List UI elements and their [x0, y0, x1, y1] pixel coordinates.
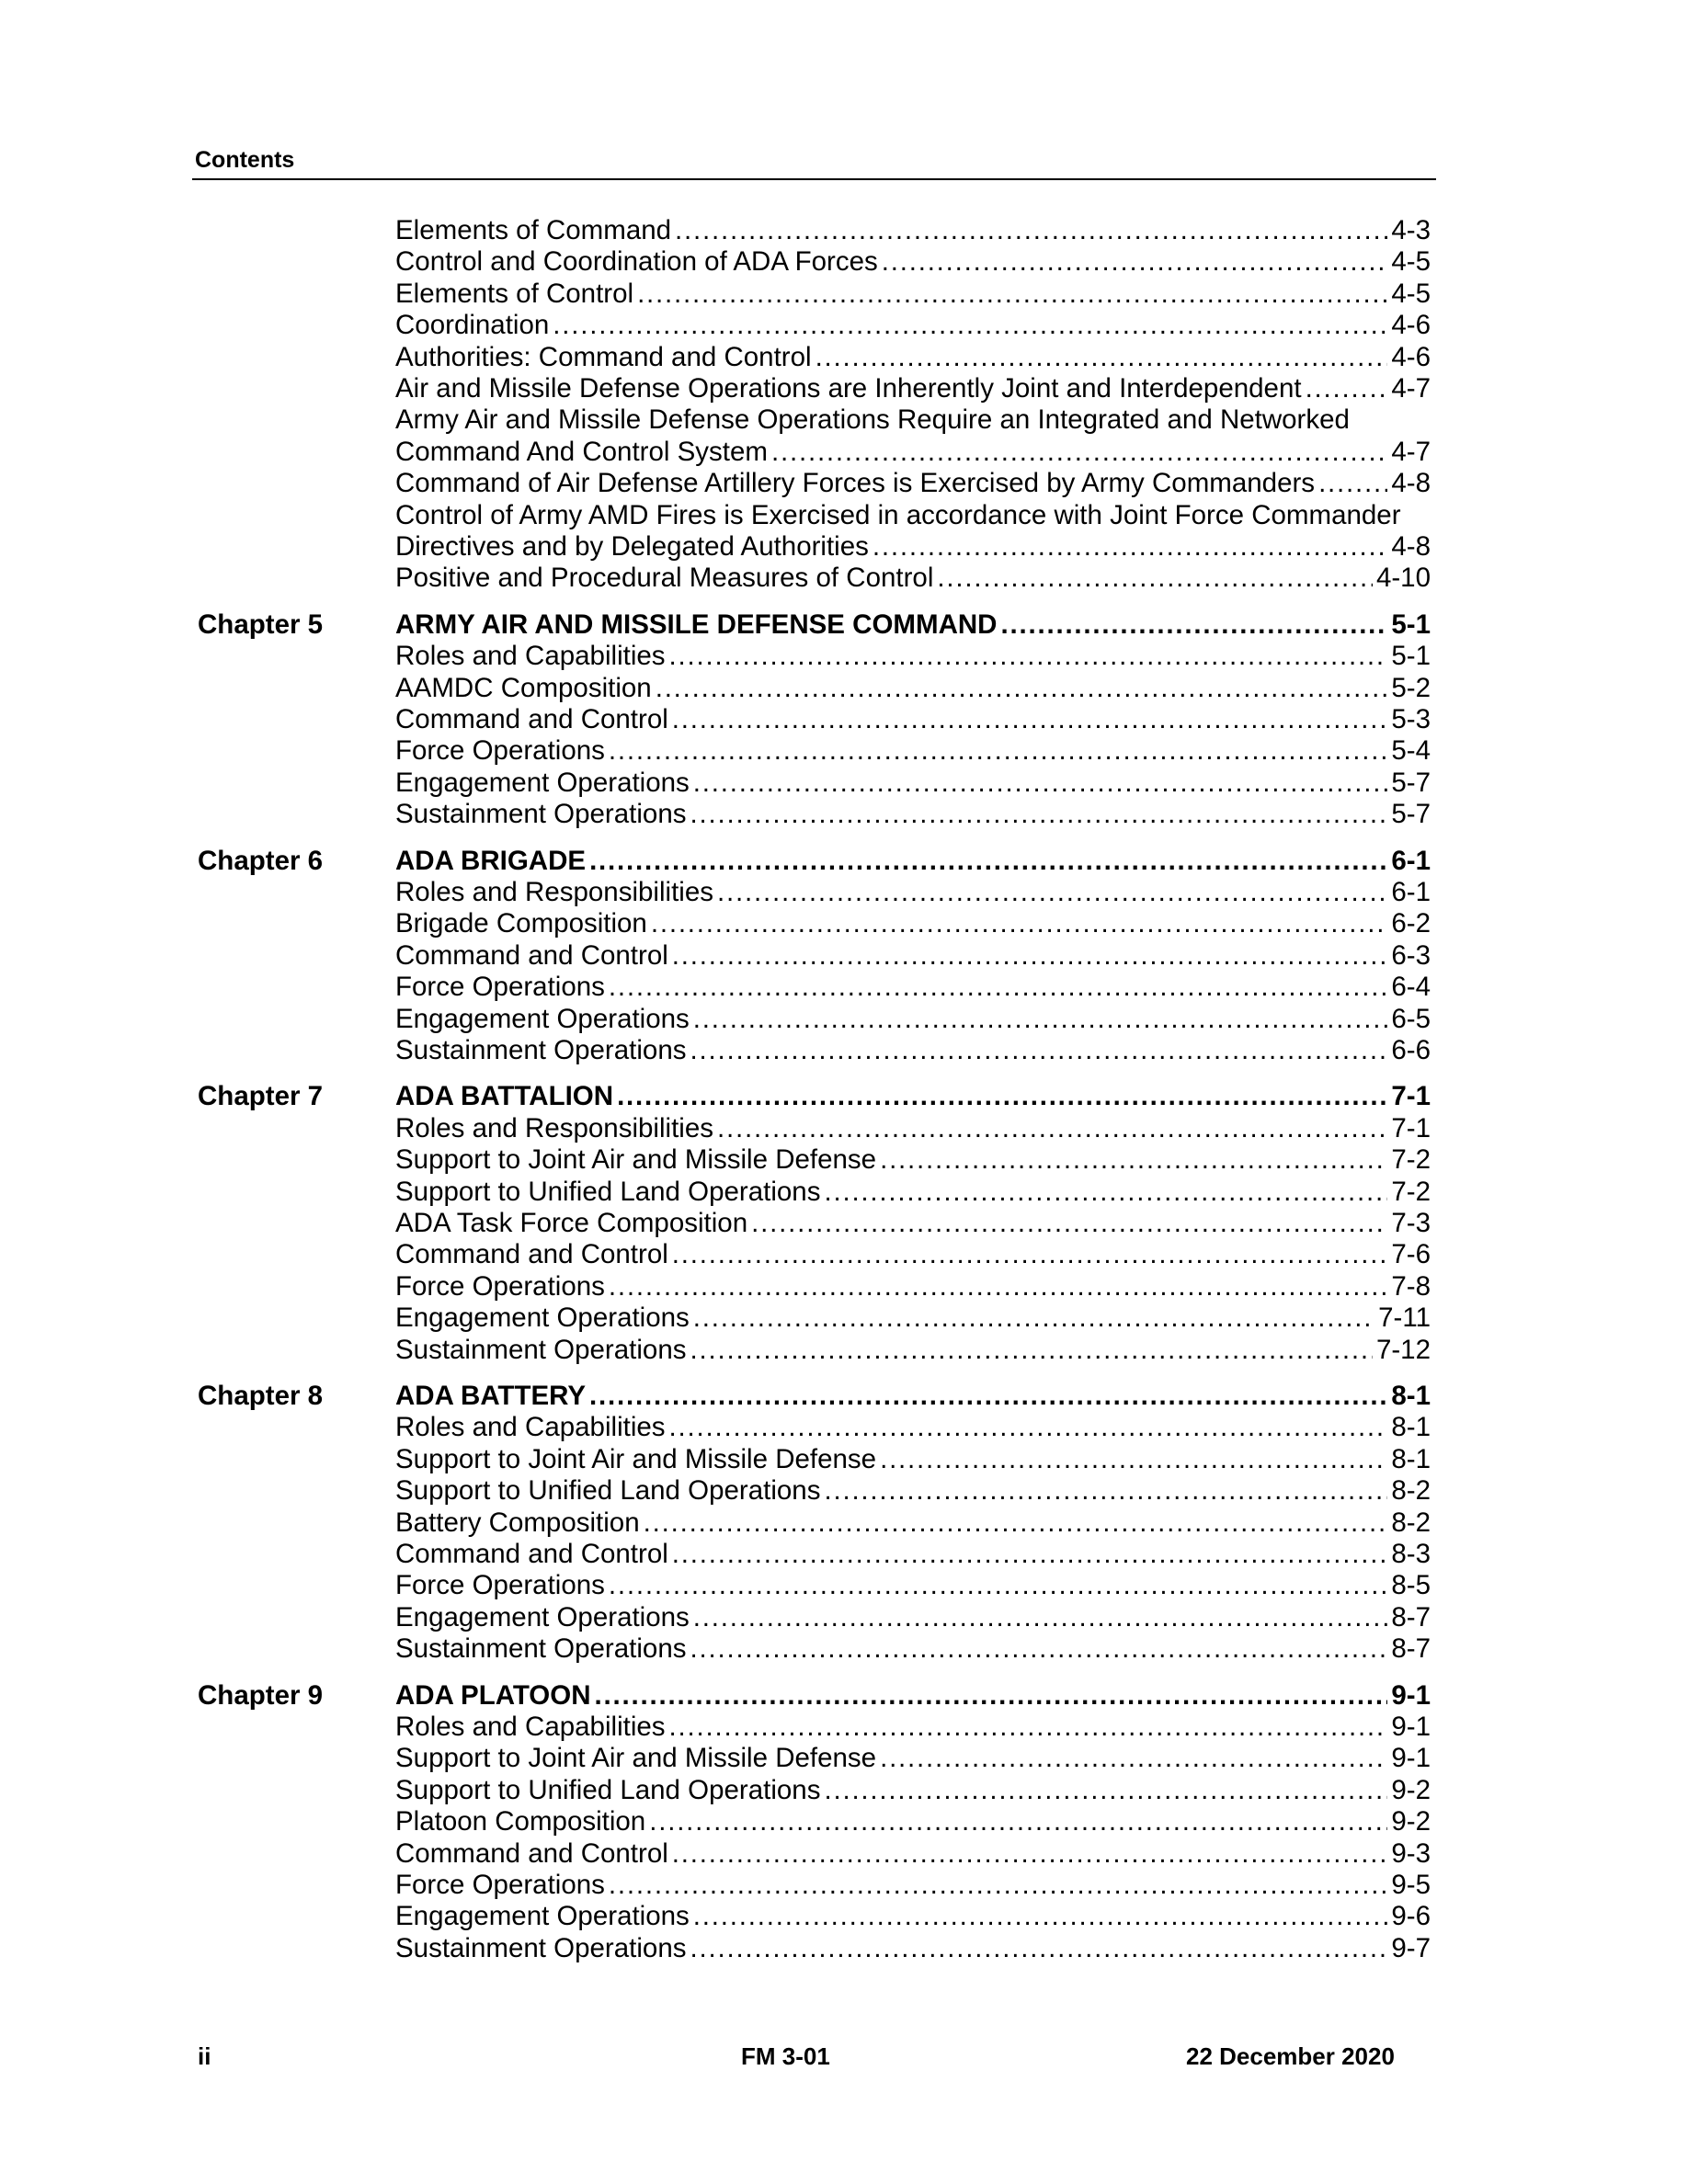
toc-entry-title: Command and Control	[395, 1539, 668, 1569]
chapter-label: Chapter 6	[198, 845, 324, 876]
toc-entry-title: Command of Air Defense Artillery Forces is Exercised by Army Commanders	[395, 468, 1316, 499]
toc-entry-row[interactable]	[395, 1239, 1431, 1270]
toc-entry-row[interactable]	[395, 1507, 1431, 1539]
header-rule	[192, 178, 1436, 180]
toc-entry-page: 6-3	[1391, 939, 1431, 971]
toc-entry-page: 5-4	[1391, 735, 1431, 767]
toc-entry-title: Support to Unified Land Operations	[395, 1774, 821, 1805]
dot-leader	[693, 1602, 1388, 1633]
toc-entry-page: 9-3	[1391, 1837, 1431, 1869]
toc-entry-page: 9-6	[1391, 1901, 1431, 1932]
toc-entry-row[interactable]	[395, 563, 1431, 594]
toc-entry-title: Control of Army AMD Fires is Exercised in accordance with Joint Force Commander	[395, 499, 1401, 530]
dot-leader	[693, 1302, 1374, 1334]
toc-entry-title: ADA BRIGADE	[395, 845, 587, 876]
toc-entry-page: 9-1	[1391, 1712, 1431, 1742]
toc-entry-page: 9-7	[1391, 1932, 1431, 1963]
toc-entry-page: 6-6	[1391, 1035, 1431, 1065]
dot-leader	[1318, 468, 1387, 499]
toc-entry-row[interactable]	[395, 641, 1431, 672]
toc-entry-page: 9-5	[1391, 1870, 1431, 1900]
toc-entry-title: Support to Joint Air and Missile Defense	[395, 1743, 877, 1774]
dot-leader	[669, 1712, 1388, 1743]
toc-entry-row[interactable]	[395, 1712, 1431, 1743]
toc-entry-title: ADA Task Force Composition	[395, 1208, 748, 1238]
toc-entry-row[interactable]	[395, 373, 1431, 404]
toc-entry-title: Force Operations	[395, 1870, 605, 1900]
toc-entry-page: 6-1	[1391, 877, 1431, 907]
toc-entry-title: Force Operations	[395, 1570, 605, 1601]
toc-entry-row[interactable]	[395, 1412, 1431, 1443]
toc-entry-page: 8-7	[1391, 1601, 1431, 1632]
dot-leader	[873, 531, 1387, 563]
toc-entry-row[interactable]	[395, 1113, 1431, 1144]
toc-entry-row[interactable]	[395, 310, 1431, 341]
toc-entry-page: 5-3	[1391, 704, 1431, 734]
toc-entry-row[interactable]	[395, 704, 1431, 735]
toc-entry-row[interactable]	[395, 1475, 1431, 1507]
toc-entry-title: Engagement Operations	[395, 767, 690, 798]
toc-entry-row[interactable]	[395, 342, 1431, 373]
toc-entry-page: 4-5	[1391, 246, 1431, 278]
toc-entry-row[interactable]	[395, 1775, 1431, 1806]
toc-entry-page: 7-1	[1391, 1081, 1431, 1112]
toc-entry-title: Roles and Capabilities	[395, 1412, 666, 1443]
toc-entry-title: ADA BATTALION	[395, 1081, 614, 1112]
toc-entry-page: 5-1	[1391, 641, 1431, 672]
toc-entry-title: Engagement Operations	[395, 1302, 690, 1334]
toc-entry-title: Brigade Composition	[395, 908, 647, 939]
dot-leader	[651, 908, 1388, 939]
toc-entry-page: 8-3	[1391, 1539, 1431, 1569]
toc-entry-row[interactable]	[395, 1444, 1431, 1475]
toc-entry-title: Platoon Composition	[395, 1806, 646, 1837]
dot-leader	[595, 1680, 1388, 1712]
toc-entry-row[interactable]	[395, 1570, 1431, 1601]
toc-entry-title: Directives and by Delegated Authorities	[395, 531, 869, 562]
dot-leader	[693, 768, 1388, 799]
dot-leader	[824, 1775, 1387, 1806]
toc-entry-row[interactable]	[395, 799, 1431, 830]
toc-entry-page: 4-5	[1391, 278, 1431, 309]
toc-entry-page: 8-1	[1391, 1443, 1431, 1474]
toc-entry-title: Force Operations	[395, 1270, 605, 1302]
toc-entry-row[interactable]	[395, 1870, 1431, 1901]
toc-entry-page: 4-6	[1391, 341, 1431, 372]
toc-entry-page: 4-8	[1391, 531, 1431, 562]
dot-leader	[693, 1901, 1388, 1932]
toc-entry-page: 4-3	[1391, 215, 1431, 245]
toc-entry-page: 6-1	[1391, 845, 1431, 876]
toc-entry-title: Command and Control	[395, 939, 668, 971]
toc-entry-row[interactable]	[395, 768, 1431, 799]
toc-entry-page: 6-5	[1391, 1003, 1431, 1034]
dot-leader	[609, 1870, 1387, 1901]
toc-entry-title: Command and Control	[395, 1837, 668, 1869]
footer-document-id: FM 3-01	[741, 2042, 830, 2070]
toc-entry-page: 8-5	[1391, 1570, 1431, 1601]
toc-entry-page: 4-7	[1391, 436, 1431, 467]
dot-leader	[656, 673, 1388, 704]
toc-chapter-row[interactable]	[395, 1381, 1431, 1412]
toc-entry-row[interactable]	[395, 1271, 1431, 1302]
toc-entry-row[interactable]	[395, 1035, 1431, 1066]
toc-entry-page: 9-2	[1391, 1806, 1431, 1837]
dot-leader	[880, 1444, 1387, 1475]
dot-leader	[609, 1570, 1387, 1601]
toc-entry-title: Engagement Operations	[395, 1003, 690, 1034]
toc-entry-row[interactable]	[395, 1933, 1431, 1964]
toc-entry-title: Support to Unified Land Operations	[395, 1475, 821, 1507]
toc-entry-title: Support to Joint Air and Missile Defense	[395, 1144, 877, 1176]
dot-leader	[690, 1633, 1387, 1665]
toc-chapter-row[interactable]	[395, 1081, 1431, 1112]
toc-entry-row[interactable]	[395, 437, 1431, 468]
dot-leader	[675, 215, 1387, 246]
toc-entry-title: Air and Missile Defense Operations are Inherently Joint and Interdependent	[395, 373, 1302, 404]
toc-chapter-row[interactable]	[395, 609, 1431, 641]
toc-entry-page: 7-11	[1378, 1302, 1431, 1334]
toc-entry-page: 4-10	[1375, 563, 1431, 594]
toc-chapter-row[interactable]	[395, 846, 1431, 877]
dot-leader	[609, 735, 1387, 767]
toc-entry-row[interactable]	[395, 246, 1431, 278]
dot-leader	[553, 310, 1387, 341]
toc-entry-row[interactable]	[395, 500, 1431, 531]
toc-entry-title: Roles and Capabilities	[395, 641, 666, 672]
toc-entry-title: Roles and Responsibilities	[395, 877, 713, 907]
dot-leader	[771, 437, 1387, 468]
toc-entry-page: 7-8	[1391, 1270, 1431, 1302]
toc-entry-row[interactable]	[395, 1602, 1431, 1633]
dot-leader	[609, 972, 1387, 1003]
toc-entry-row[interactable]	[395, 1806, 1431, 1837]
dot-leader	[824, 1475, 1387, 1507]
toc-entry-title: Sustainment Operations	[395, 1932, 687, 1963]
toc-entry-page: 6-2	[1391, 908, 1431, 939]
toc-entry-row[interactable]	[395, 215, 1431, 246]
dot-leader	[1306, 373, 1388, 404]
dot-leader	[672, 704, 1388, 735]
toc-chapter-row[interactable]	[395, 1680, 1431, 1712]
toc-entry-page: 5-7	[1391, 767, 1431, 798]
toc-entry-row[interactable]	[395, 1302, 1431, 1334]
page-header-title: Contents	[195, 147, 295, 173]
toc-entry-title: AAMDC Composition	[395, 672, 652, 703]
toc-entry-page: 8-2	[1391, 1475, 1431, 1507]
dot-leader	[589, 846, 1387, 877]
toc-entry-page: 8-1	[1391, 1412, 1431, 1443]
toc-entry-row[interactable]	[395, 1004, 1431, 1035]
toc-entry-title: Command and Control	[395, 1239, 668, 1270]
toc-entry-page: 7-2	[1391, 1176, 1431, 1207]
toc-entry-row[interactable]	[395, 1335, 1431, 1366]
chapter-label: Chapter 9	[198, 1679, 324, 1711]
toc-entry-row[interactable]	[395, 404, 1431, 436]
toc-entry-title: Command And Control System	[395, 436, 768, 467]
dot-leader	[644, 1507, 1388, 1539]
toc-entry-title: Command and Control	[395, 704, 668, 734]
dot-leader	[824, 1177, 1387, 1208]
dot-leader	[672, 1239, 1388, 1270]
dot-leader	[589, 1381, 1387, 1412]
toc-entry-title: Support to Unified Land Operations	[395, 1176, 821, 1207]
toc-entry-page: 5-2	[1391, 672, 1431, 703]
toc-entry-page: 8-7	[1391, 1633, 1431, 1665]
toc-entry-page: 7-6	[1391, 1239, 1431, 1270]
toc-entry-title: Positive and Procedural Measures of Control	[395, 563, 934, 594]
toc-entry-row[interactable]	[395, 972, 1431, 1003]
toc-entry-row[interactable]	[395, 1539, 1431, 1570]
toc-entry-row[interactable]	[395, 1633, 1431, 1665]
toc-entry-row[interactable]	[395, 1177, 1431, 1208]
dot-leader	[882, 246, 1388, 278]
dot-leader	[690, 1335, 1372, 1366]
toc-entry-title: Sustainment Operations	[395, 1633, 687, 1665]
toc-entry-title: Control and Coordination of ADA Forces	[395, 246, 878, 278]
dot-leader	[751, 1208, 1387, 1239]
toc-entry-title: Engagement Operations	[395, 1601, 690, 1632]
dot-leader	[690, 799, 1387, 830]
toc-entry-page: 8-2	[1391, 1507, 1431, 1538]
toc-entry-title: Coordination	[395, 310, 550, 341]
dot-leader	[669, 641, 1388, 672]
dot-leader	[649, 1806, 1387, 1837]
toc-entry-page: 9-1	[1391, 1679, 1431, 1711]
toc-entry-title: ARMY AIR AND MISSILE DEFENSE COMMAND	[395, 609, 998, 640]
dot-leader	[637, 279, 1387, 310]
toc-entry-title: Elements of Command	[395, 215, 672, 245]
toc-entry-title: Support to Joint Air and Missile Defense	[395, 1443, 877, 1474]
footer-date: 22 December 2020	[1186, 2042, 1395, 2070]
dot-leader	[672, 1539, 1388, 1570]
toc-entry-title: ADA PLATOON	[395, 1679, 591, 1711]
dot-leader	[717, 1113, 1387, 1144]
toc-entry-title: ADA BATTERY	[395, 1381, 587, 1411]
toc-entry-row[interactable]	[395, 877, 1431, 908]
chapter-label: Chapter 7	[198, 1081, 324, 1112]
toc-entry-row[interactable]	[395, 908, 1431, 939]
toc-entry-title: Roles and Capabilities	[395, 1712, 666, 1742]
toc-entry-row[interactable]	[395, 1743, 1431, 1774]
toc-entry-row[interactable]	[395, 673, 1431, 704]
toc-entry-page: 7-12	[1375, 1334, 1431, 1365]
dot-leader	[1001, 609, 1388, 641]
toc-entry-page: 5-7	[1391, 799, 1431, 830]
dot-leader	[672, 1838, 1388, 1870]
toc-entry-title: Sustainment Operations	[395, 799, 687, 830]
dot-leader	[693, 1004, 1388, 1035]
toc-entry-page: 4-6	[1391, 310, 1431, 341]
footer-page-number: ii	[198, 2042, 211, 2070]
toc-entry-page: 5-1	[1391, 609, 1431, 640]
dot-leader	[880, 1743, 1387, 1774]
toc-entry-page: 7-2	[1391, 1144, 1431, 1176]
toc-entry-page: 7-3	[1391, 1208, 1431, 1238]
dot-leader	[880, 1144, 1387, 1176]
toc-entry-row[interactable]	[395, 279, 1431, 310]
toc-entry-row[interactable]	[395, 940, 1431, 972]
toc-entry-page: 8-1	[1391, 1381, 1431, 1411]
toc-entry-row[interactable]	[395, 1208, 1431, 1239]
toc-entry-page: 9-2	[1391, 1774, 1431, 1805]
toc-entry-row[interactable]	[395, 735, 1431, 767]
toc-entry-title: Force Operations	[395, 735, 605, 767]
toc-entry-title: Roles and Responsibilities	[395, 1112, 713, 1143]
dot-leader	[815, 342, 1388, 373]
toc-entry-title: Battery Composition	[395, 1507, 640, 1538]
dot-leader	[937, 563, 1373, 594]
toc-entry-page: 6-4	[1391, 972, 1431, 1003]
chapter-label: Chapter 5	[198, 609, 324, 640]
dot-leader	[690, 1035, 1387, 1066]
toc-entry-page: 4-8	[1391, 468, 1431, 499]
toc-entry-page: 9-1	[1391, 1743, 1431, 1774]
toc-entry-title: Authorities: Command and Control	[395, 341, 812, 372]
toc-entry-title: Army Air and Missile Defense Operations Require an Integrated and Networked	[395, 404, 1350, 436]
toc-entry-page: 7-1	[1391, 1112, 1431, 1143]
toc-entry-title: Sustainment Operations	[395, 1334, 687, 1365]
toc-entry-row[interactable]	[395, 1144, 1431, 1176]
dot-leader	[669, 1412, 1388, 1443]
toc-entry-row[interactable]	[395, 1838, 1431, 1870]
chapter-label: Chapter 8	[198, 1381, 324, 1411]
dot-leader	[609, 1271, 1387, 1302]
toc-entry-title: Elements of Control	[395, 278, 634, 309]
dot-leader	[717, 877, 1387, 908]
toc-entry-title: Sustainment Operations	[395, 1035, 687, 1065]
toc-entry-title: Force Operations	[395, 972, 605, 1003]
toc-entry-page: 4-7	[1391, 373, 1431, 404]
toc-entry-title: Engagement Operations	[395, 1901, 690, 1932]
toc-entry-row[interactable]	[395, 531, 1431, 563]
toc-entry-row[interactable]	[395, 468, 1431, 499]
toc-entry-row[interactable]	[395, 1901, 1431, 1932]
dot-leader	[672, 940, 1388, 972]
dot-leader	[617, 1081, 1387, 1112]
dot-leader	[690, 1933, 1387, 1964]
